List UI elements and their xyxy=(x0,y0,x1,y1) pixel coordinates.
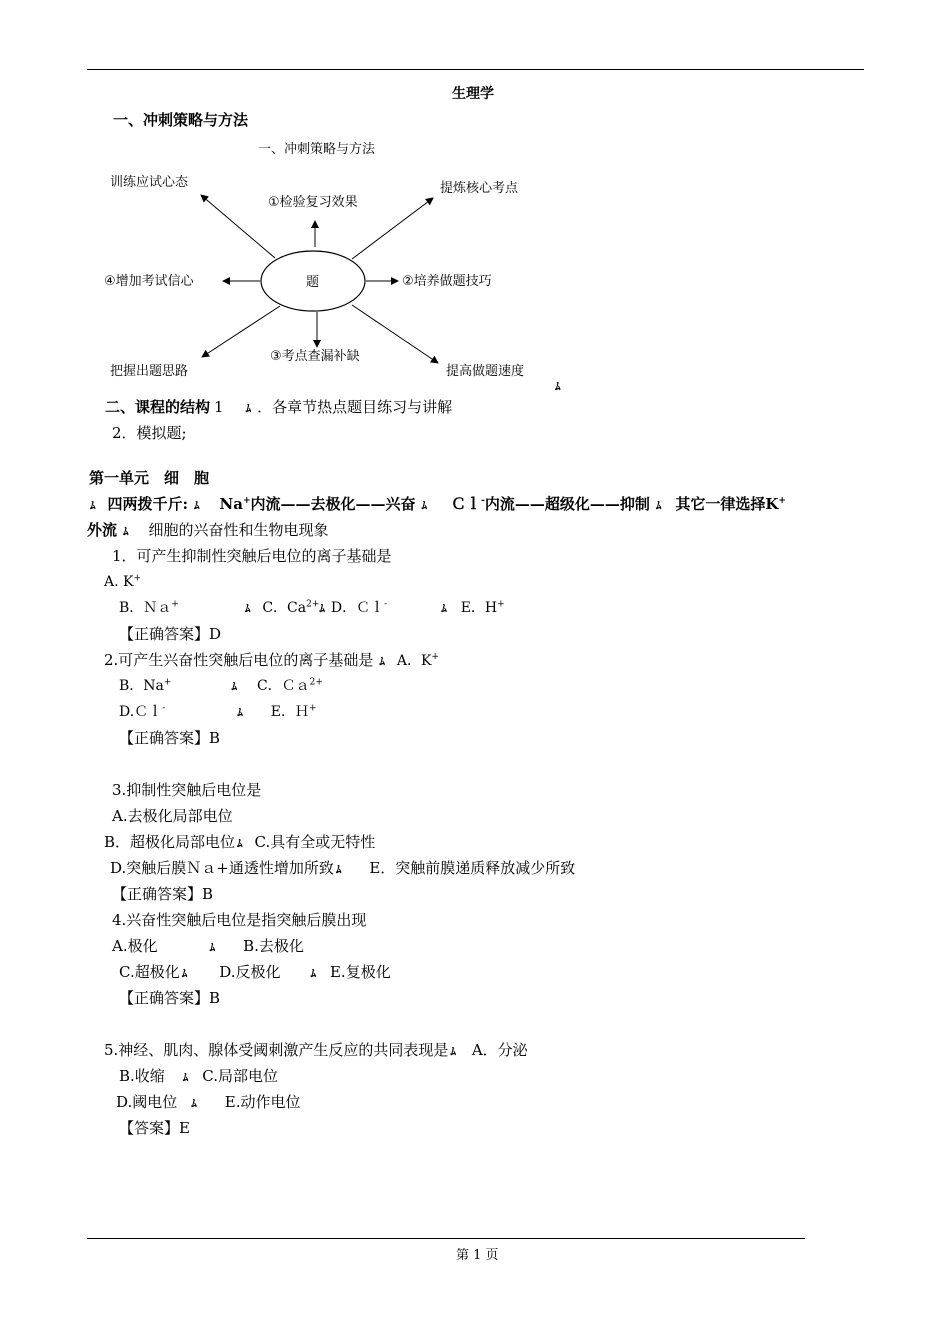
q2-line: 2.可产生兴奋性突触后电位的离子基础是 ﾑ A．K+ xyxy=(104,650,439,672)
tip-na-post: 内流——去极化——兴奋 xyxy=(250,495,416,513)
diagram-center-label: 题 xyxy=(306,275,320,290)
q4-option-c: C.超极化 xyxy=(119,963,180,981)
unit-title: 第一单元 细 胞 xyxy=(89,469,210,487)
q5-answer: 【答案】E xyxy=(119,1119,190,1137)
edit-mark: ﾑ xyxy=(237,706,243,719)
q2-option-c: C．Ｃａ xyxy=(256,678,310,694)
page-title: 生理学 xyxy=(452,86,494,102)
q5-option-a: A．分泌 xyxy=(471,1041,528,1059)
course-structure-line xyxy=(105,397,452,419)
q4-options-c-e xyxy=(119,962,391,984)
node-right: ②培养做题技巧 xyxy=(402,274,492,289)
top-rule xyxy=(87,69,864,70)
q2-stem: 2.可产生兴奋性突触后电位的离子基础是 xyxy=(104,651,374,669)
tip-label: 四两拨千斤: xyxy=(107,495,189,513)
q3-option-e: E．突触前膜递质释放减少所致 xyxy=(369,859,576,877)
edit-mark: ﾑ xyxy=(319,602,325,615)
edit-mark: ﾑ xyxy=(244,602,251,615)
tip-k-pre: 其它一律选择K xyxy=(675,495,779,513)
q3-options-d-e xyxy=(110,858,575,880)
node-top: ①检验复习效果 xyxy=(268,195,358,210)
q2-answer: 【正确答案】B xyxy=(119,729,221,747)
q1-option-a: A. K+ xyxy=(104,573,142,590)
edit-mark: ﾑ xyxy=(379,655,385,668)
q4-option-e: E.复极化 xyxy=(329,963,391,981)
q5-options-d-e xyxy=(116,1092,300,1114)
q4-answer: 【正确答案】B xyxy=(119,989,221,1007)
edit-mark: ﾑ xyxy=(194,499,200,512)
footer-rule xyxy=(87,1238,805,1239)
node-bottom-right: 提高做题速度 xyxy=(446,364,525,379)
q4-option-a: A.极化 xyxy=(112,937,158,955)
tip-na-sup: + xyxy=(242,496,251,506)
q3-answer: 【正确答案】B xyxy=(112,885,214,903)
item1-text: ．各章节热点题目练习与讲解 xyxy=(257,398,453,416)
q5-line xyxy=(104,1040,528,1062)
tip-line xyxy=(84,494,786,516)
edit-mark: ﾑ xyxy=(450,1045,456,1058)
unit-subtitle: 细胞的兴奋性和生物电现象 xyxy=(148,521,329,539)
q5-option-b: B.收缩 xyxy=(119,1067,165,1085)
strategy-diagram xyxy=(90,135,590,395)
q1-option-d: D．Ｃｌ xyxy=(330,600,385,616)
q5-options-b-c xyxy=(119,1066,278,1088)
tip-cl-pre: Ｃｌ xyxy=(451,495,482,513)
q3-options-b-c xyxy=(104,832,375,854)
section-heading-structure: 二、课程的结构 xyxy=(105,398,211,416)
node-bottom: ③考点查漏补缺 xyxy=(270,349,360,364)
node-top-right: 提炼核心考点 xyxy=(440,181,519,196)
tip-line-2 xyxy=(87,520,329,542)
course-item-2: 2．模拟题; xyxy=(112,424,187,442)
edit-mark: ﾑ xyxy=(191,1097,197,1110)
q5-option-e: E.动作电位 xyxy=(224,1093,301,1111)
q2-option-a: A．K xyxy=(396,653,432,669)
tip-na-pre: Na xyxy=(219,495,243,513)
edit-mark: ﾑ xyxy=(181,967,188,980)
arrow-bottom-right xyxy=(352,305,438,363)
arrow-top-left xyxy=(201,195,275,258)
q3-option-a: A.去极化局部电位 xyxy=(112,807,233,825)
q1-stem: 1．可产生抑制性突触后电位的离子基础是 xyxy=(112,547,392,565)
q5-stem: 5.神经、肌肉、腺体受阈刺激产生反应的共同表现是 xyxy=(104,1041,449,1059)
edit-mark: ﾑ xyxy=(555,380,561,393)
edit-mark: ﾑ xyxy=(123,525,129,538)
edit-mark: ﾑ xyxy=(335,863,342,876)
node-left: ④增加考试信心 xyxy=(104,274,194,289)
q5-option-d: D.阈电位 xyxy=(116,1093,178,1111)
q1-option-b: B．Ｎａ xyxy=(119,600,172,616)
edit-mark: ﾑ xyxy=(441,602,447,615)
edit-mark: ﾑ xyxy=(655,499,662,512)
tip-cl-sup: - xyxy=(481,496,485,506)
q3-option-b: B．超极化局部电位 xyxy=(104,833,236,851)
tip-k-sup: + xyxy=(778,496,786,506)
q1-option-e: E．H xyxy=(460,600,498,616)
edit-mark: ﾑ xyxy=(310,967,316,980)
arrow-top-right xyxy=(352,198,433,259)
q2-option-b: B．Na xyxy=(119,678,164,694)
node-bottom-left: 把握出题思路 xyxy=(110,364,189,379)
q2-options-b-c: B．Na+ ﾑ C．Ｃａ$^{2+}$ xyxy=(119,677,323,694)
q2-option-d: D.Ｃｌ xyxy=(119,704,163,720)
q1-option-c: C．Ca xyxy=(262,600,307,616)
edit-mark: ﾑ xyxy=(182,1071,189,1084)
edit-mark: ﾑ xyxy=(209,941,216,954)
q3-stem: 3.抑制性突触后电位是 xyxy=(112,781,262,799)
item1-num: 1 xyxy=(214,398,224,416)
diagram-title: 一、冲刺策略与方法 xyxy=(258,142,376,157)
q2-options-d-e: D.Ｃｌ- ﾑ E．Ｈ+ xyxy=(119,703,317,720)
q2-option-e: E．Ｈ xyxy=(270,704,309,720)
edit-mark: ﾑ xyxy=(245,402,252,415)
q4-option-d: D.反极化 xyxy=(219,963,281,981)
arrow-bottom-left xyxy=(202,306,280,357)
edit-mark: ﾑ xyxy=(231,680,237,693)
q4-option-b: B.去极化 xyxy=(243,937,304,955)
section-heading-strategy: 一、冲刺策略与方法 xyxy=(113,111,249,129)
q3-option-d: D.突触后膜Ｎａ+通透性增加所致 xyxy=(110,859,334,877)
page-number: 第 1 页 xyxy=(456,1248,499,1263)
node-top-left: 训练应试心态 xyxy=(110,175,189,190)
edit-mark: ﾑ xyxy=(90,499,96,512)
q1-answer: 【正确答案】D xyxy=(119,625,222,643)
tip-cl-post: 内流——超级化——抑制 xyxy=(484,495,650,513)
q4-options-a-b xyxy=(112,936,304,958)
q1-options-b-e: B．Ｎａ+ ﾑ C．$Ca^{2+}$ﾑ D．Ｃｌ- ﾑ E．H+ xyxy=(119,599,505,616)
q3-option-c: C.具有全或无特性 xyxy=(254,833,376,851)
tip-k-post: 外流 xyxy=(87,521,118,539)
q4-stem: 4.兴奋性突触后电位是指突触后膜出现 xyxy=(112,911,367,929)
edit-mark: ﾑ xyxy=(421,499,428,512)
q5-option-c: C.局部电位 xyxy=(202,1067,279,1085)
edit-mark: ﾑ xyxy=(237,837,243,850)
